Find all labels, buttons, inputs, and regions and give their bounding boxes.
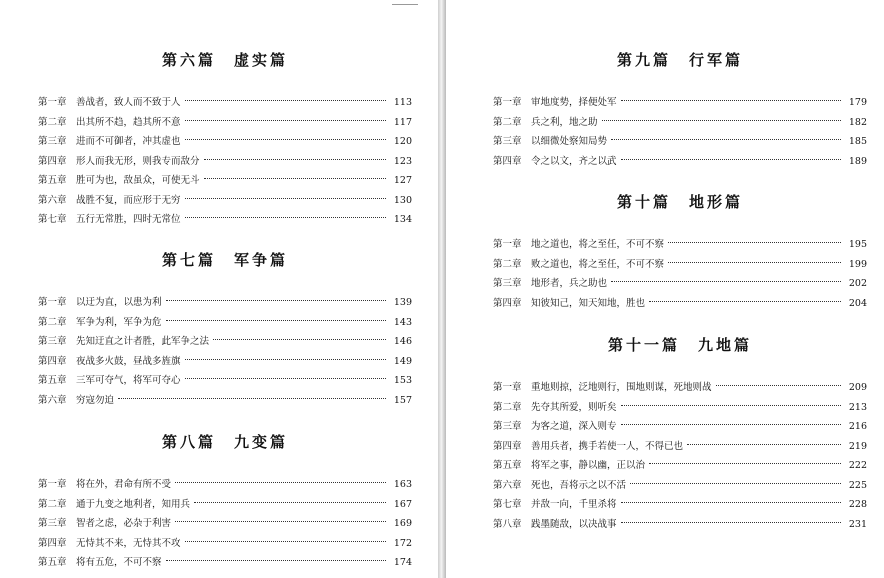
chapter-title: 令之以文，齐之以武 [531, 155, 617, 167]
page-number: 120 [393, 136, 412, 147]
page-number: 199 [848, 258, 867, 270]
toc-entry [493, 113, 867, 133]
toc-entry [38, 171, 412, 191]
toc-entry [493, 398, 867, 418]
toc-list [493, 235, 867, 313]
page-number: 222 [848, 460, 867, 471]
toc-entry [493, 152, 867, 172]
chapter-title: 败之道也，将之至任，不可不察 [531, 258, 665, 270]
page-number: 146 [393, 336, 412, 347]
toc-entry [38, 191, 412, 211]
dot-leader [166, 560, 386, 561]
chapter-number: 第六章 [38, 194, 67, 206]
page-number: 149 [393, 355, 412, 367]
page-number: 209 [848, 382, 867, 393]
toc-entry [38, 534, 412, 554]
dot-leader [621, 159, 841, 160]
dot-leader [185, 541, 386, 542]
dot-leader [621, 502, 841, 503]
chapter-number: 第二章 [493, 401, 522, 413]
chapter-number: 第一章 [493, 97, 522, 108]
dot-leader [716, 385, 841, 386]
dot-leader [630, 483, 841, 484]
left-page [0, 0, 438, 578]
toc-entry [493, 294, 867, 314]
chapter-title: 智者之虑，必杂于利害 [76, 518, 172, 529]
chapter-number: 第三章 [38, 136, 67, 147]
page-number: 174 [393, 557, 412, 568]
chapter-number: 第五章 [38, 375, 67, 386]
section-6 [38, 49, 412, 230]
chapter-title: 死也，吾将示之以不活 [531, 479, 627, 491]
toc-entry [493, 476, 867, 496]
page-number: 134 [393, 214, 412, 225]
toc-entry [38, 152, 412, 172]
chapter-title: 先夺其所爱，则听矣 [531, 401, 617, 413]
toc-entry [38, 93, 412, 113]
chapter-number: 第六章 [493, 479, 522, 491]
chapter-number: 第六章 [38, 394, 67, 406]
dot-leader [185, 139, 386, 140]
chapter-title: 重地则掠，泛地则行，围地则谋，死地则战 [531, 382, 712, 393]
chapter-number: 第三章 [493, 136, 522, 147]
dot-leader [621, 424, 841, 425]
dot-leader [175, 521, 386, 522]
page-number: 167 [393, 498, 412, 510]
dot-leader [194, 502, 386, 503]
section-9 [493, 49, 867, 171]
chapter-number: 第一章 [493, 382, 522, 393]
toc-entry [493, 515, 867, 535]
chapter-number: 第一章 [38, 97, 67, 108]
toc-entry [38, 113, 412, 133]
page-number: 182 [848, 116, 867, 128]
toc-entry [38, 293, 412, 313]
chapter-number: 第三章 [493, 421, 522, 432]
dot-leader [213, 339, 386, 340]
chapter-number: 第五章 [38, 175, 67, 186]
chapter-number: 第八章 [493, 518, 522, 530]
section-11 [493, 334, 867, 534]
toc-entry [38, 352, 412, 372]
dot-leader [185, 359, 386, 360]
chapter-title: 并敌一向，千里杀将 [531, 499, 617, 510]
section-title: 第八篇 九变篇 [161, 433, 288, 451]
chapter-number: 第三章 [38, 336, 67, 347]
toc-entry [493, 417, 867, 437]
chapter-number: 第二章 [38, 116, 67, 128]
dot-leader [611, 139, 841, 140]
dot-leader [649, 463, 841, 464]
page-number: 204 [848, 297, 867, 309]
chapter-number: 第四章 [493, 155, 522, 167]
dot-leader [185, 378, 386, 379]
chapter-number: 第二章 [38, 498, 67, 510]
chapter-title: 穷寇勿迫 [76, 394, 115, 406]
page-number: 179 [848, 97, 867, 108]
dot-leader [621, 405, 841, 406]
toc-entry [38, 371, 412, 391]
toc-entry [493, 132, 867, 152]
toc-entry [38, 210, 412, 230]
page-number: 219 [848, 440, 867, 452]
chapter-title: 以细微处察知局势 [531, 136, 608, 147]
toc-list [493, 93, 867, 171]
dot-leader [668, 242, 841, 243]
chapter-number: 第三章 [493, 278, 522, 289]
section-8 [38, 431, 412, 573]
toc-entry [493, 93, 867, 113]
section-title: 第七篇 军争篇 [161, 251, 288, 269]
chapter-title: 善用兵者，携手若使一人，不得已也 [531, 440, 684, 452]
page-number: 213 [848, 401, 867, 413]
dot-leader [668, 262, 841, 263]
toc-entry [38, 313, 412, 333]
chapter-number: 第四章 [493, 297, 522, 309]
chapter-number: 第一章 [38, 297, 67, 308]
chapter-number: 第一章 [493, 239, 522, 250]
page-number: 113 [393, 97, 412, 108]
dot-leader [175, 482, 386, 483]
page-number: 153 [393, 375, 412, 386]
page-number: 228 [848, 499, 867, 510]
toc-list [493, 378, 867, 534]
page-number: 127 [393, 175, 412, 186]
chapter-title: 善战者，致人而不致于人 [76, 97, 181, 108]
scan-mark [392, 4, 418, 5]
toc-entry [493, 495, 867, 515]
dot-leader [185, 120, 386, 121]
toc-entry [38, 553, 412, 573]
chapter-title: 以迂为直，以患为利 [76, 297, 162, 308]
section-title: 第十一篇 九地篇 [607, 336, 752, 354]
chapter-number: 第四章 [38, 355, 67, 367]
dot-leader [204, 159, 386, 160]
section-title: 第十篇 地形篇 [616, 193, 743, 211]
chapter-title: 五行无常胜，四时无常位 [76, 214, 181, 225]
section-7 [38, 249, 412, 410]
page-number: 189 [848, 155, 867, 167]
toc-entry [493, 274, 867, 294]
page-number: 117 [393, 116, 412, 128]
dot-leader [166, 300, 386, 301]
toc-list [38, 93, 412, 230]
dot-leader [602, 120, 841, 121]
toc-entry [38, 132, 412, 152]
page-number: 157 [393, 394, 412, 406]
page-number: 169 [393, 518, 412, 529]
toc-entry [493, 378, 867, 398]
section-title: 第九篇 行军篇 [616, 51, 743, 69]
chapter-number: 第五章 [493, 460, 522, 471]
chapter-number: 第四章 [493, 440, 522, 452]
toc-entry [38, 475, 412, 495]
chapter-title: 军争为利，军争为危 [76, 316, 162, 328]
dot-leader [185, 100, 386, 101]
chapter-number: 第五章 [38, 557, 67, 568]
dot-leader [118, 398, 386, 399]
chapter-title: 知彼知己，知天知地，胜也 [531, 297, 646, 309]
chapter-title: 地形者，兵之助也 [531, 278, 608, 289]
dot-leader [649, 301, 841, 302]
dot-leader [611, 281, 841, 282]
toc-entry [38, 514, 412, 534]
dot-leader [204, 178, 386, 179]
page-number: 172 [393, 537, 412, 549]
page-number: 202 [848, 278, 867, 289]
toc-entry [493, 456, 867, 476]
chapter-number: 第七章 [493, 499, 522, 510]
page-number: 130 [393, 194, 412, 206]
page-number: 143 [393, 316, 412, 328]
page-number: 163 [393, 479, 412, 490]
chapter-title: 战胜不复，而应形于无穷 [76, 194, 181, 206]
chapter-number: 第四章 [38, 155, 67, 167]
chapter-title: 将有五危，不可不察 [76, 557, 162, 568]
chapter-title: 出其所不趋，趋其所不意 [76, 116, 181, 128]
toc-entry [38, 495, 412, 515]
dot-leader [687, 444, 841, 445]
dot-leader [621, 100, 841, 101]
toc-entry [493, 255, 867, 275]
chapter-title: 兵之利，地之助 [531, 116, 598, 128]
chapter-title: 形人而我无形，则我专而敌分 [76, 155, 200, 167]
toc-entry [38, 391, 412, 411]
chapter-number: 第二章 [493, 116, 522, 128]
chapter-title: 将军之事，静以幽，正以治 [531, 460, 646, 471]
chapter-title: 通于九变之地利者，知用兵 [76, 498, 191, 510]
section-title: 第六篇 虚实篇 [161, 51, 288, 69]
chapter-number: 第二章 [38, 316, 67, 328]
page-number: 195 [848, 239, 867, 250]
page-number: 185 [848, 136, 867, 147]
chapter-number: 第四章 [38, 537, 67, 549]
chapter-title: 为客之道，深入则专 [531, 421, 617, 432]
section-10 [493, 191, 867, 313]
page-number: 231 [848, 518, 867, 530]
chapter-number: 第三章 [38, 518, 67, 529]
chapter-title: 夜战多火鼓，昼战多旌旗 [76, 355, 181, 367]
right-page [446, 0, 884, 578]
page-number: 139 [393, 297, 412, 308]
dot-leader [185, 217, 386, 218]
dot-leader [621, 522, 841, 523]
chapter-title: 地之道也，将之至任，不可不察 [531, 239, 665, 250]
page-number: 123 [393, 155, 412, 167]
chapter-title: 胜可为也，敌虽众，可使无斗 [76, 175, 200, 186]
chapter-number: 第二章 [493, 258, 522, 270]
chapter-title: 审地度势，择便处军 [531, 97, 617, 108]
chapter-number: 第一章 [38, 479, 67, 490]
chapter-title: 将在外，君命有所不受 [76, 479, 172, 490]
book-gutter [438, 0, 446, 578]
chapter-title: 进而不可御者，冲其虚也 [76, 136, 181, 147]
toc-entry [493, 437, 867, 457]
toc-list [38, 475, 412, 573]
chapter-title: 无恃其不来，无恃其不攻 [76, 537, 181, 549]
chapter-title: 践墨随敌，以决战事 [531, 518, 617, 530]
chapter-number: 第七章 [38, 214, 67, 225]
toc-list [38, 293, 412, 410]
chapter-title: 先知迂直之计者胜，此军争之法 [76, 336, 210, 347]
page-number: 225 [848, 479, 867, 491]
dot-leader [166, 320, 386, 321]
page-number: 216 [848, 421, 867, 432]
dot-leader [185, 198, 386, 199]
toc-entry [38, 332, 412, 352]
chapter-title: 三军可夺气，将军可夺心 [76, 375, 181, 386]
toc-entry [493, 235, 867, 255]
